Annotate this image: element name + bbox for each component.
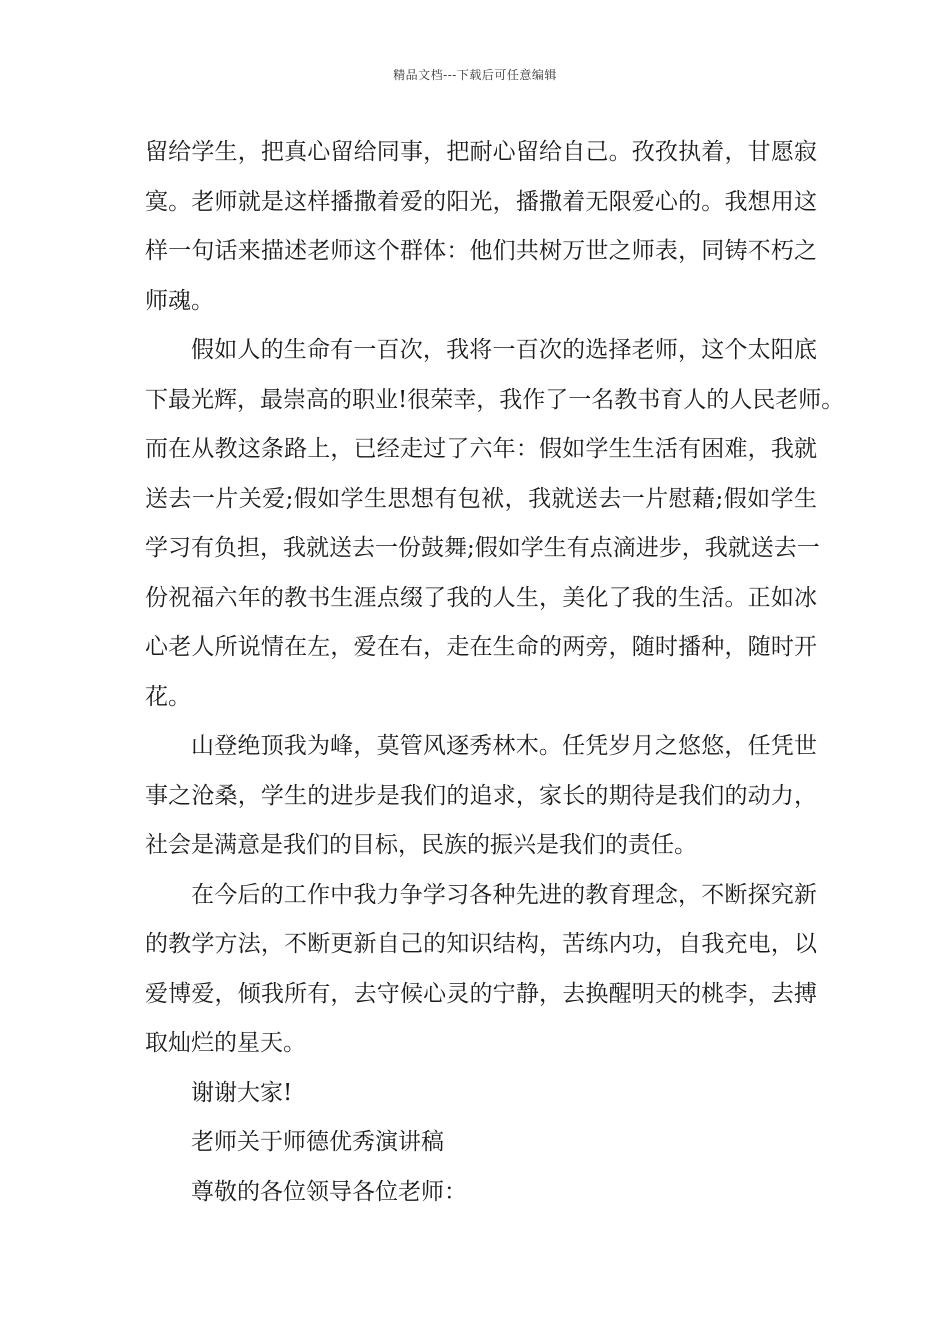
text-line: 下最光辉，最崇高的职业!很荣幸，我作了一名教书育人的人民老师。: [145, 386, 845, 413]
text-line: 寞。老师就是这样播撒着爱的阳光，播撒着无限爱心的。我想用这: [145, 188, 817, 215]
text-line: 事之沧桑，学生的进步是我们的追求，家长的期待是我们的动力，: [145, 782, 817, 809]
text-line: 心老人所说情在左，爱在右，走在生命的两旁，随时播种，随时开: [145, 634, 817, 660]
text-line: 爱博爱，倾我所有，去守候心灵的宁静，去换醒明天的桃李，去搏: [145, 980, 817, 1007]
text-line: 样一句话来描述老师这个群体：他们共树万世之师表，同铸不朽之: [145, 238, 817, 264]
text-line: 假如人的生命有一百次，我将一百次的选择老师，这个太阳底: [191, 337, 817, 363]
text-line: 份祝福六年的教书生涯点缀了我的人生，美化了我的生活。正如冰: [145, 584, 817, 611]
text-line: 尊敬的各位领导各位老师：: [191, 1178, 467, 1205]
text-line: 的教学方法，不断更新自己的知识结构，苦练内功，自我充电，以: [145, 931, 817, 957]
document-body: [145, 128, 845, 1217]
text-line: 在今后的工作中我力争学习各种先进的教育理念，不断探究新: [191, 881, 817, 908]
text-line: 学习有负担，我就送去一份鼓舞;假如学生有点滴进步，我就送去一: [145, 535, 820, 561]
text-line: 老师关于师德优秀演讲稿: [191, 1129, 444, 1155]
text-line: 山登绝顶我为峰，莫管风逐秀林木。任凭岁月之悠悠，任凭世: [191, 733, 817, 759]
text-line: 师魂。: [145, 287, 214, 314]
text-line: 送去一片关爱;假如学生思想有包袱，我就送去一片慰藉;假如学生: [145, 485, 817, 512]
text-line: 而在从教这条路上，已经走过了六年：假如学生生活有困难，我就: [145, 436, 817, 462]
text-line: 花。: [145, 683, 191, 710]
text-line: 留给学生，把真心留给同事，把耐心留给自己。孜孜执着，甘愿寂: [145, 139, 817, 165]
text-line: 谢谢大家!: [191, 1079, 293, 1106]
text-line: 社会是满意是我们的目标，民族的振兴是我们的责任。: [145, 832, 697, 858]
text-line: 取灿烂的星天。: [145, 1030, 306, 1056]
page-header: 精品文档---下载后可任意编辑: [393, 68, 557, 82]
